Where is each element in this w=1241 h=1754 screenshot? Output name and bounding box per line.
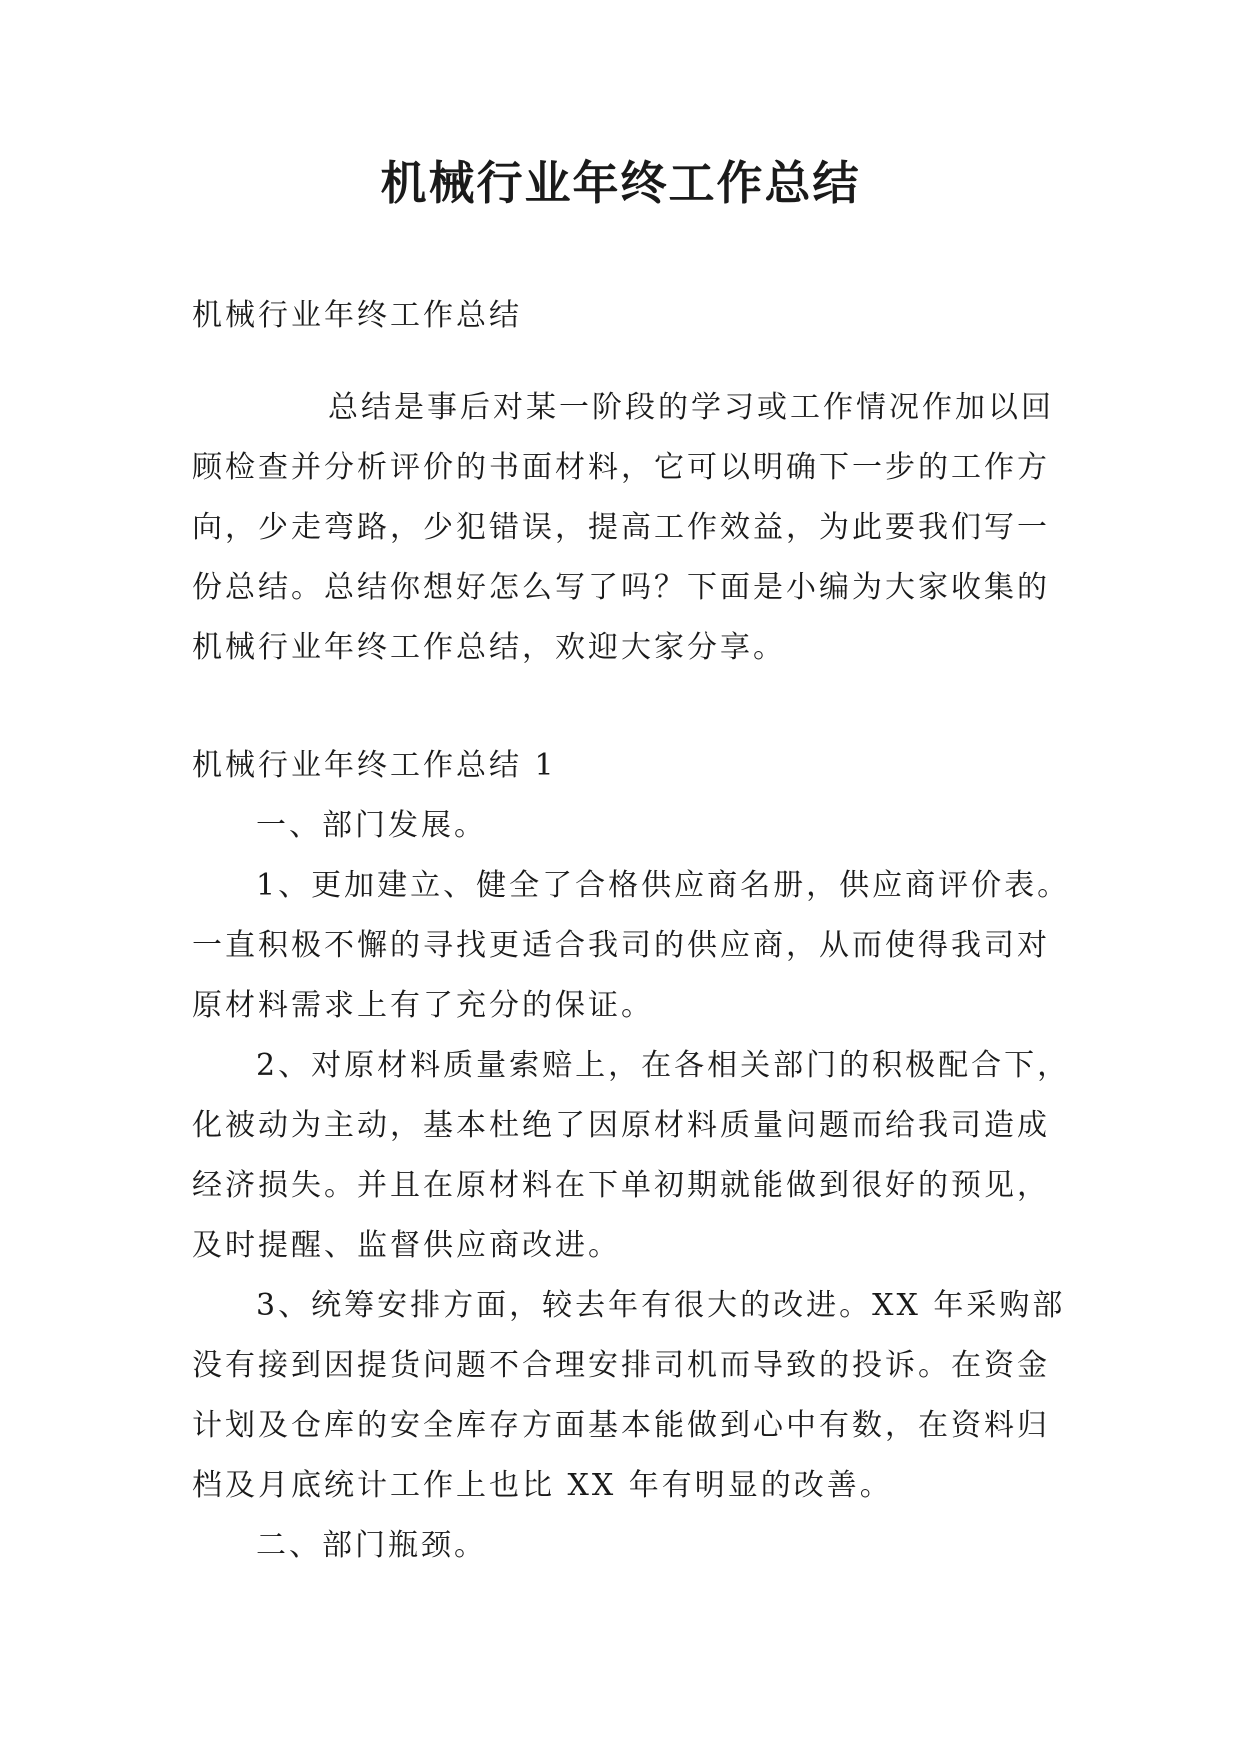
paragraph-item-3: 3、统筹安排方面，较去年有很大的改进。XX 年采购部没有接到因提货问题不合理安排司机而导致的投诉。在资金计划及仓库的安全库存方面基本能做到心中有数，在资料归档及月底统计工作上也比 XX 年有明显的改善。 (192, 1288, 1066, 1503)
document-title: 机械行业年终工作总结 (380, 156, 861, 210)
paragraph-item-1: 1、更加建立、健全了合格供应商名册，供应商评价表。一直积极不懈的寻找更适合我司的供应商，从而使得我司对原材料需求上有了充分的保证。 (192, 868, 1071, 1023)
paragraph-item-2: 2、对原材料质量索赔上，在各相关部门的积极配合下，化被动为主动，基本杜绝了因原材料质量问题而给我司造成经济损失。并且在原材料在下单初期就能做到很好的预见，及时提醒、监督供应商改进。 (192, 1048, 1071, 1263)
document-subtitle: 机械行业年终工作总结 (192, 298, 522, 333)
heading-department-development: 一、部门发展。 (256, 808, 487, 843)
document-body (192, 286, 1072, 1576)
intro-paragraph: 总结是事后对某一阶段的学习或工作情况作加以回顾检查并分析评价的书面材料，它可以明确下一步的工作方向，少走弯路，少犯错误，提高工作效益，为此要我们写一份总结。总结你想好怎么写了吗？下面是小编为大家收集的机械行业年终工作总结，欢迎大家分享。 (192, 390, 1054, 665)
heading-department-bottleneck: 二、部门瓶颈。 (256, 1528, 487, 1563)
section-title: 机械行业年终工作总结 1 (192, 748, 557, 783)
